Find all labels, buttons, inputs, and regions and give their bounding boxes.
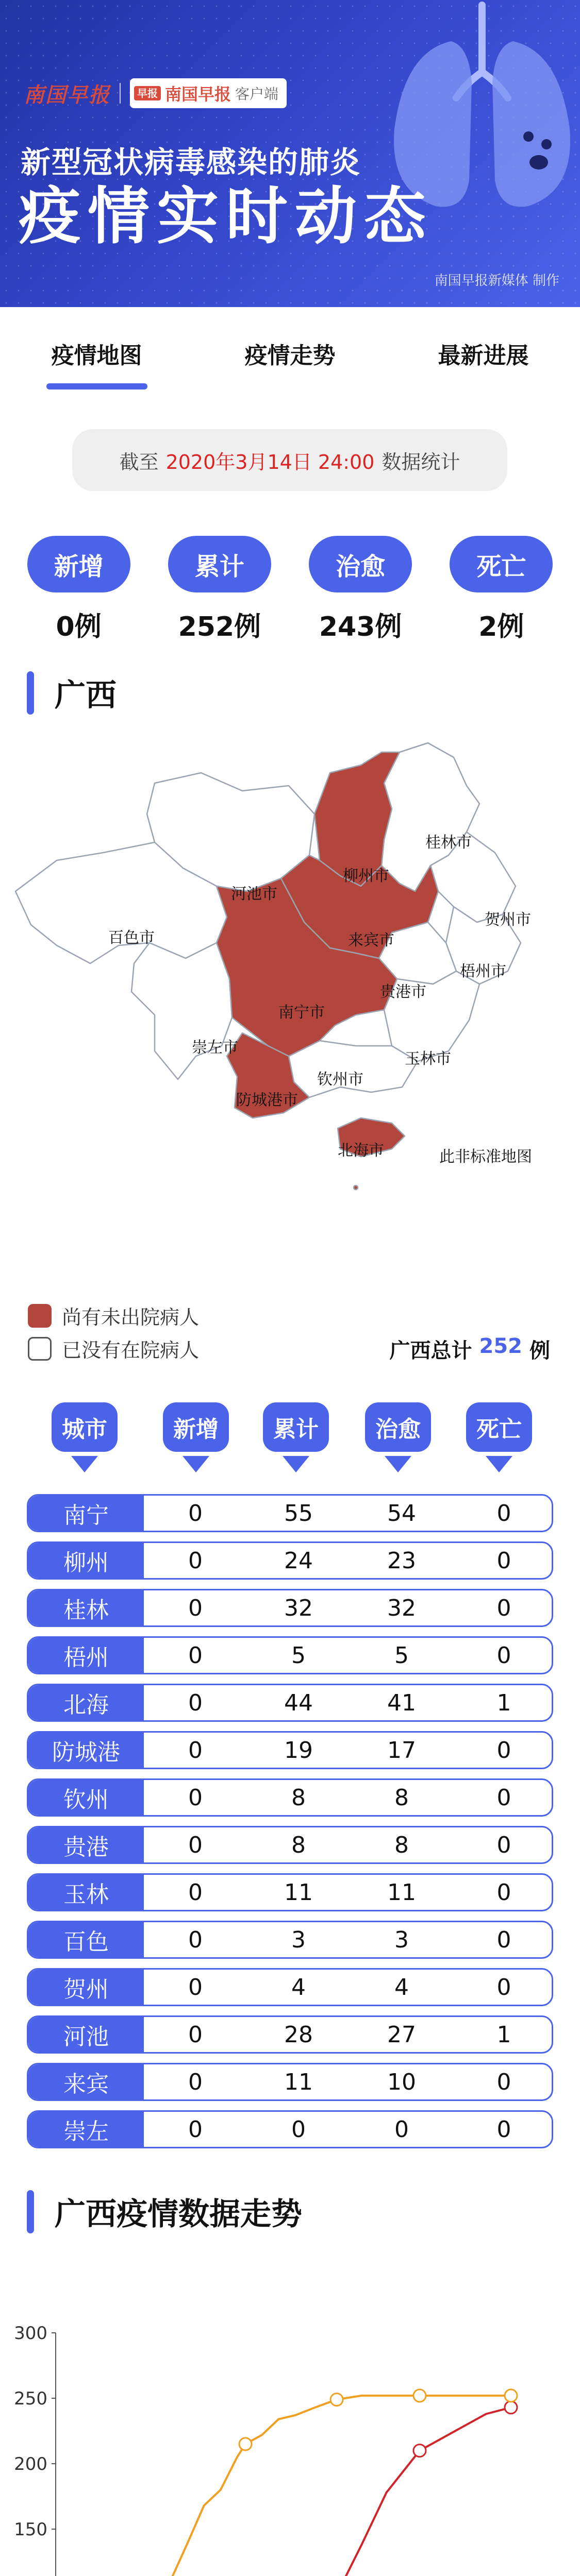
table-row [27, 1494, 553, 1532]
cell-deaths: 1 [496, 1689, 511, 1716]
cell-city: 柳州 [28, 1543, 144, 1578]
legend-cleared-label: 已没有在院病人 [62, 1339, 200, 1362]
section-title: 广西 [55, 677, 117, 714]
cell-new: 0 [188, 1500, 203, 1527]
cell-deaths: 1 [496, 2021, 511, 2048]
cell-new: 0 [188, 1784, 203, 1811]
y-tick-label: 200 [14, 2454, 47, 2475]
col-header-new: 新增 [163, 1402, 229, 1452]
table-header [27, 1402, 553, 1480]
series-point-0 [239, 2438, 252, 2450]
map-label-qinzhou: 钦州市 [317, 1071, 363, 1089]
cell-total: 55 [284, 1500, 313, 1527]
tab-bar [0, 307, 580, 415]
cell-total: 32 [284, 1595, 313, 1621]
map-label-hechi: 河池市 [231, 885, 277, 903]
stat-total-value: 252例 [178, 612, 261, 642]
table-body [27, 1494, 553, 2158]
brand-app-icon: 早报 [134, 86, 161, 100]
cell-total: 24 [284, 1547, 313, 1574]
legend-cleared [28, 1334, 199, 1363]
cell-new: 0 [188, 2021, 203, 2048]
summary-stats [0, 536, 580, 643]
series-line-0 [63, 2396, 511, 2576]
cell-total: 3 [291, 1926, 306, 1953]
cell-city: 玉林 [28, 1875, 144, 1910]
guangxi-map [0, 737, 580, 1278]
y-tick-label: 250 [14, 2388, 47, 2409]
cell-total: 8 [291, 1832, 306, 1858]
data-timestamp-bar [72, 429, 507, 491]
cell-city: 贺州 [28, 1970, 144, 2005]
cell-cured: 17 [387, 1737, 416, 1764]
region-chongzuo [131, 943, 232, 1079]
cell-cured: 3 [394, 1926, 409, 1953]
series-point-1 [505, 2401, 517, 2414]
cell-city: 崇左 [28, 2112, 144, 2147]
cell-new: 0 [188, 1595, 203, 1621]
cell-cured: 41 [387, 1689, 416, 1716]
stat-total [168, 536, 271, 643]
map-label-laibin: 来宾市 [348, 931, 394, 950]
cell-cured: 4 [394, 1974, 409, 2001]
cell-new: 0 [188, 1547, 203, 1574]
cell-deaths: 0 [496, 1784, 511, 1811]
series-point-0 [330, 2394, 343, 2406]
cell-cured: 5 [394, 1642, 409, 1669]
cell-deaths: 0 [496, 1737, 511, 1764]
table-row [27, 1873, 553, 1911]
brand-name: 南国早报 [165, 84, 231, 104]
table-row [27, 1778, 553, 1817]
banner-subtitle: 新型冠状病毒感染的肺炎 [21, 145, 361, 180]
cell-new: 0 [188, 1689, 203, 1716]
map-label-guigang: 贵港市 [380, 983, 426, 1001]
trend-chart [0, 2298, 580, 2576]
section-accent-bar [27, 2190, 34, 2233]
col-header-cured: 治愈 [365, 1402, 431, 1452]
cell-deaths: 0 [496, 1595, 511, 1621]
section-header-guangxi [27, 671, 117, 715]
cell-deaths: 0 [496, 2069, 511, 2095]
header-banner [0, 0, 580, 307]
timestamp-prefix: 截至 [119, 450, 159, 473]
cell-city: 来宾 [28, 2064, 144, 2099]
legend-active-label: 尚有未出院病人 [62, 1306, 200, 1329]
map-label-baise: 百色市 [108, 929, 155, 947]
cell-total: 5 [291, 1642, 306, 1669]
cell-deaths: 0 [496, 1547, 511, 1574]
col-header-total: 累计 [263, 1402, 329, 1452]
y-tick-label: 300 [14, 2323, 47, 2344]
cell-total: 11 [284, 2069, 313, 2095]
cell-deaths: 0 [496, 1879, 511, 1906]
cell-new: 0 [188, 1832, 203, 1858]
stat-total-label: 累计 [168, 536, 271, 592]
cell-cured: 8 [394, 1832, 409, 1858]
cell-cured: 8 [394, 1784, 409, 1811]
stat-deaths-label: 死亡 [450, 536, 553, 592]
map-label-wuzhou: 梧州市 [460, 962, 506, 980]
brand-row [24, 78, 287, 108]
series-point-0 [505, 2389, 517, 2402]
brand-script-logo: 南国早报 [24, 82, 110, 107]
table-row [27, 2015, 553, 2054]
map-label-liuzhou: 柳州市 [343, 867, 389, 885]
table-row [27, 1826, 553, 1864]
table-row [27, 2110, 553, 2148]
map-label-fangchenggang: 防城港市 [236, 1091, 298, 1109]
stat-new-value: 0例 [56, 612, 102, 642]
cell-deaths: 0 [496, 1974, 511, 2001]
series-point-0 [413, 2389, 426, 2402]
table-row [27, 1968, 553, 2006]
series-point-1 [413, 2445, 426, 2457]
table-row [27, 1731, 553, 1769]
cell-total: 19 [284, 1737, 313, 1764]
stat-cured-value: 243例 [319, 612, 402, 642]
cell-deaths: 0 [496, 1926, 511, 1953]
table-row [27, 1541, 553, 1580]
tab-epidemic-map[interactable]: 疫情地图 [51, 343, 142, 369]
map-label-yulin: 玉林市 [405, 1050, 451, 1068]
table-row [27, 1921, 553, 1959]
cell-deaths: 0 [496, 2116, 511, 2143]
cell-city: 桂林 [28, 1590, 144, 1625]
region-beihai-island [354, 1185, 358, 1190]
stat-cured [309, 536, 412, 643]
cell-cured: 11 [387, 1879, 416, 1906]
brand-divider [120, 83, 121, 104]
cell-new: 0 [188, 1974, 203, 2001]
col-header-deaths: 死亡 [466, 1402, 532, 1452]
cell-city: 防城港 [28, 1733, 144, 1768]
cell-cured: 27 [387, 2021, 416, 2048]
cell-cured: 23 [387, 1547, 416, 1574]
section-header-trend [27, 2190, 302, 2234]
cell-city: 南宁 [28, 1496, 144, 1531]
legend-total-value: 252 [479, 1334, 522, 1358]
timestamp-suffix: 数据统计 [382, 450, 460, 473]
cell-total: 44 [284, 1689, 313, 1716]
brand-app-badge [130, 78, 287, 108]
map-label-nanning: 南宁市 [278, 1004, 325, 1022]
table-row [27, 2063, 553, 2101]
tab-latest-progress[interactable]: 最新进展 [438, 343, 529, 369]
series-line-1 [63, 2408, 511, 2576]
stat-new-label: 新增 [27, 536, 130, 592]
legend-cleared-swatch [28, 1337, 52, 1361]
banner-title: 疫情实时动态 [19, 181, 433, 252]
legend-total-unit: 例 [529, 1339, 550, 1363]
map-label-hezhou: 贺州市 [485, 911, 531, 929]
map-label-beihai: 北海市 [338, 1142, 384, 1160]
timestamp-date: 2020年3月14日 24:00 [165, 450, 375, 473]
cell-deaths: 0 [496, 1832, 511, 1858]
cell-total: 4 [291, 1974, 306, 2001]
y-tick-label: 150 [14, 2519, 47, 2540]
stat-deaths [450, 536, 553, 643]
cell-new: 0 [188, 1642, 203, 1669]
banner-credit: 南国早报新媒体 制作 [434, 273, 559, 289]
brand-tag: 客户端 [235, 86, 279, 103]
cell-total: 28 [284, 2021, 313, 2048]
cell-city: 钦州 [28, 1780, 144, 1815]
map-disclaimer: 此非标准地图 [439, 1148, 532, 1166]
cell-city: 河池 [28, 2017, 144, 2052]
cell-cured: 32 [387, 1595, 416, 1621]
table-row [27, 1589, 553, 1627]
cell-new: 0 [188, 2116, 203, 2143]
cell-city: 梧州 [28, 1638, 144, 1673]
cell-cured: 10 [387, 2069, 416, 2095]
section-accent-bar [27, 671, 34, 715]
cell-total: 0 [291, 2116, 306, 2143]
cell-new: 0 [188, 1879, 203, 1906]
cell-deaths: 0 [496, 1642, 511, 1669]
stat-new [27, 536, 130, 643]
cell-new: 0 [188, 2069, 203, 2095]
col-header-city: 城市 [52, 1402, 118, 1452]
cell-cured: 0 [394, 2116, 409, 2143]
map-label-guilin: 桂林市 [425, 834, 472, 852]
tab-epidemic-trend[interactable]: 疫情走势 [244, 343, 336, 369]
section-title: 广西疫情数据走势 [55, 2196, 302, 2232]
legend-total-label: 广西总计 [389, 1339, 472, 1363]
cell-city: 贵港 [28, 1827, 144, 1862]
cell-new: 0 [188, 1737, 203, 1764]
cell-new: 0 [188, 1926, 203, 1953]
stat-deaths-value: 2例 [478, 612, 524, 642]
map-label-chongzuo: 崇左市 [192, 1039, 238, 1057]
cell-deaths: 0 [496, 1500, 511, 1527]
trend-chart-svg [0, 2298, 580, 2576]
stat-cured-label: 治愈 [309, 536, 412, 592]
cell-city: 百色 [28, 1922, 144, 1957]
cell-total: 8 [291, 1784, 306, 1811]
tab-active-indicator [46, 383, 147, 389]
table-row [27, 1684, 553, 1722]
legend-total [390, 1334, 551, 1364]
legend-active [28, 1301, 199, 1330]
cell-cured: 54 [387, 1500, 416, 1527]
cell-total: 11 [284, 1879, 313, 1906]
cell-city: 北海 [28, 1685, 144, 1720]
legend-active-swatch [28, 1304, 52, 1328]
table-row [27, 1636, 553, 1674]
